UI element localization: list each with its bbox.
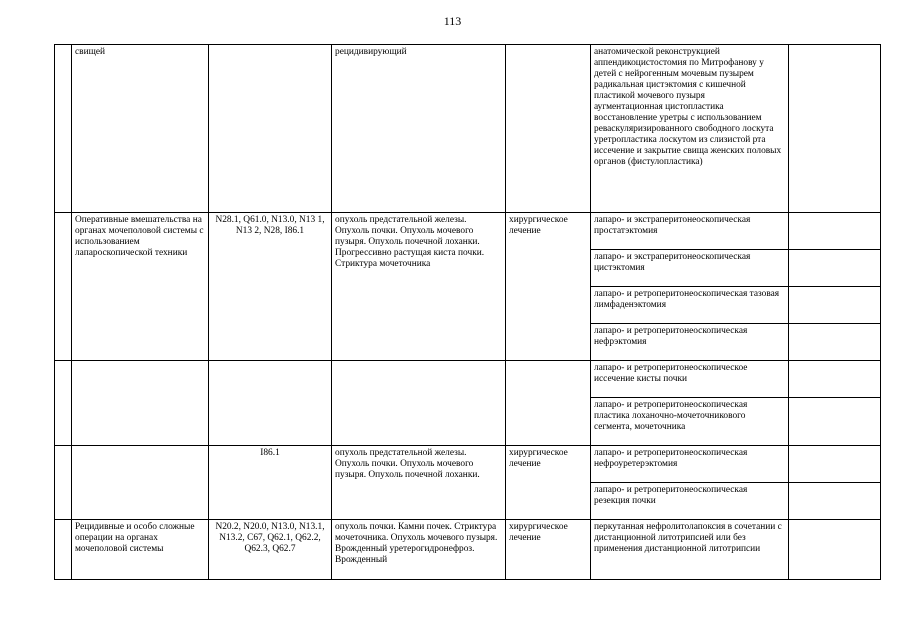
- cell-method: лапаро- и ретроперитонеоскопическое иссечение кисты почки: [591, 361, 789, 398]
- cell-number: [55, 520, 72, 580]
- table-row: [55, 213, 881, 250]
- cell-name: Оперативные вмешательства на органах мочеполовой системы с использованием лапароскопической техники: [72, 213, 209, 361]
- cell-extra: [789, 446, 881, 483]
- cell-model: опухоль почки. Камни почек. Стриктура мочеточника. Опухоль мочевого пузыря. Врожденный уретерогидронефроз. Врожденный: [332, 520, 506, 580]
- cell-method: лапаро- и ретроперитонеоскопическая нефроуретерэктомия: [591, 446, 789, 483]
- cell-codes: [209, 45, 332, 213]
- cell-method: лапаро- и ретроперитонеоскопическая тазовая лимфаденэктомия: [591, 287, 789, 324]
- cell-type: хирургическое лечение: [506, 520, 591, 580]
- cell-name: Рецидивные и особо сложные операции на органах мочеполовой системы: [72, 520, 209, 580]
- cell-name: свищей: [72, 45, 209, 213]
- page-number: 113: [443, 14, 462, 28]
- cell-model: [332, 361, 506, 446]
- cell-type: хирургическое лечение: [506, 446, 591, 520]
- cell-extra: [789, 45, 881, 213]
- cell-number: [55, 446, 72, 520]
- cell-extra: [789, 520, 881, 580]
- cell-model: опухоль предстательной железы. Опухоль почки. Опухоль мочевого пузыря. Опухоль почечной лоханки.: [332, 446, 506, 520]
- cell-model: опухоль предстательной железы. Опухоль почки. Опухоль мочевого пузыря. Опухоль почечной лоханки. Прогрессивно растущая киста почки. Стриктура мочеточника: [332, 213, 506, 361]
- cell-codes: [209, 361, 332, 446]
- cell-method: перкутанная нефролитолапоксия в сочетании с дистанционной литотрипсией или без применения дистанционной литотрипсии: [591, 520, 789, 580]
- cell-codes: N20.2, N20.0, N13.0, N13.1, N13.2, C67, Q62.1, Q62.2, Q62.3, Q62.7: [209, 520, 332, 580]
- cell-method: лапаро- и экстраперитонеоскопическая простатэктомия: [591, 213, 789, 250]
- cell-type: [506, 361, 591, 446]
- cell-number: [55, 45, 72, 213]
- cell-type: [506, 45, 591, 213]
- cell-model: рецидивирующий: [332, 45, 506, 213]
- cell-extra: [789, 213, 881, 250]
- cell-codes: I86.1: [209, 446, 332, 520]
- cell-method: лапаро- и ретроперитонеоскопическая резекция почки: [591, 483, 789, 520]
- table-row: [55, 361, 881, 398]
- cell-extra: [789, 361, 881, 398]
- cell-extra: [789, 398, 881, 446]
- table-row: [55, 45, 881, 213]
- cell-number: [55, 213, 72, 361]
- medical-care-table: [54, 44, 881, 580]
- cell-extra: [789, 287, 881, 324]
- cell-extra: [789, 250, 881, 287]
- cell-method: лапаро- и ретроперитонеоскопическая нефрэктомия: [591, 324, 789, 361]
- cell-name: [72, 446, 209, 520]
- cell-method: лапаро- и ретроперитонеоскопическая пластика лоханочно-мочеточникового сегмента, мочеточника: [591, 398, 789, 446]
- cell-extra: [789, 483, 881, 520]
- cell-type: хирургическое лечение: [506, 213, 591, 361]
- table-row: [55, 446, 881, 483]
- cell-method: анатомической реконструкцией аппендикоцистостомия по Митрофанову у детей с нейрогенным мочевым пузырем радикальная цистэктомия с кишечной пластикой мочевого пузыря аугментационная цистопластика восстановление уретры с использованием реваскуляризированного свободного лоскута уретропластика лоскутом из слизистой рта иссечение и закрытие свища женских половых органов (фистулопластика): [591, 45, 789, 213]
- cell-number: [55, 361, 72, 446]
- cell-extra: [789, 324, 881, 361]
- cell-method: лапаро- и экстраперитонеоскопическая цистэктомия: [591, 250, 789, 287]
- cell-name: [72, 361, 209, 446]
- cell-codes: N28.1, Q61.0, N13.0, N13 1, N13 2, N28, I86.1: [209, 213, 332, 361]
- table-row: [55, 520, 881, 580]
